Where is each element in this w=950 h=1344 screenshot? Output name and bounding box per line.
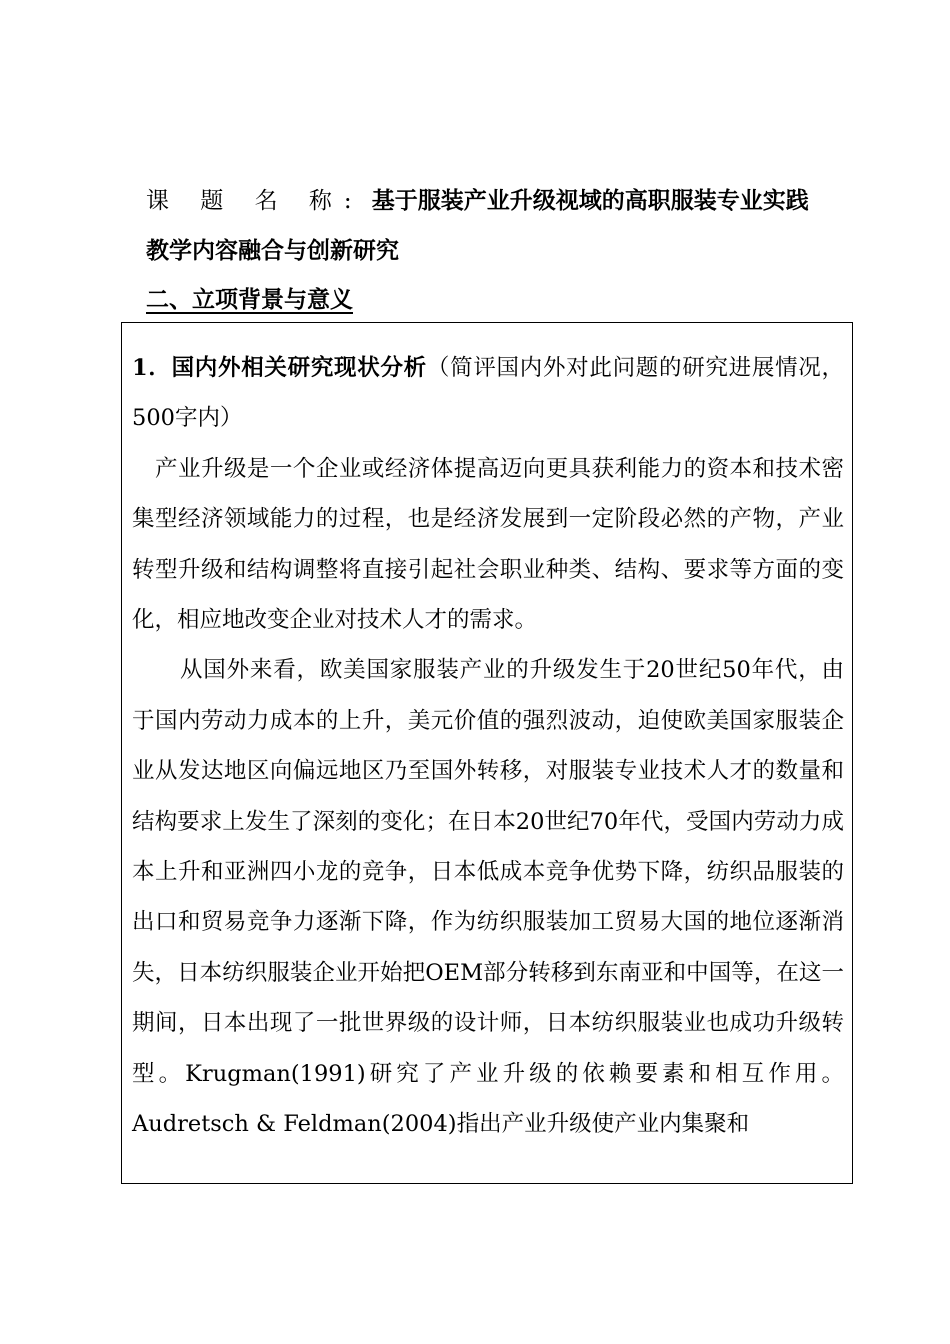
project-title	[146, 186, 809, 216]
research-status-heading	[132, 343, 844, 444]
paragraph-industry-upgrade: 产业升级是一个企业或经济体提高迈向更具获利能力的资本和技术密集型经济领域能力的过程，也是经济发展到一定阶段必然的产物，产业转型升级和结构调整将直接引起社会职业种类、结构、要求等方面的变化，相应地改变企业对技术人才的需求。	[132, 455, 844, 634]
research-status-note: （简评国内外对此问题的研究进展情况，500字内）	[132, 355, 844, 432]
project-title-line2: 教学内容融合与创新研究	[146, 237, 399, 264]
research-status-title: 1．国内外相关研究现状分析	[132, 355, 427, 381]
content-box-body	[132, 343, 844, 1150]
content-box	[121, 322, 853, 1184]
paragraph-foreign-experience: 从国外来看，欧美国家服装产业的升级发生于20世纪50年代，由于国内劳动力成本的上升，美元价值的强烈波动，迫使欧美国家服装企业从发达地区向偏远地区乃至国外转移，对服装专业技术人才的数量和结构要求上发生了深刻的变化；在日本20世纪70年代，受国内劳动力成本上升和亚洲四小龙的竞争，日本低成本竞争优势下降，纺织品服装的出口和贸易竞争力逐渐下降，作为纺织服装加工贸易大国的地位逐渐消失，日本纺织服装企业开始把OEM部分转移到东南亚和中国等，在这一期间，日本出现了一批世界级的设计师，日本纺织服装业也成功升级转型。Krugman(1991)研究了产业升级的依赖要素和相互作用。Audretsch & Feldman(2004)指出产业升级使产业内集聚和	[132, 657, 844, 1138]
project-title-label: 课 题 名 称:	[146, 188, 364, 214]
section-heading: 二、立项背景与意义	[146, 286, 353, 313]
project-title-line1: 基于服装产业升级视域的高职服装专业实践	[371, 187, 809, 214]
